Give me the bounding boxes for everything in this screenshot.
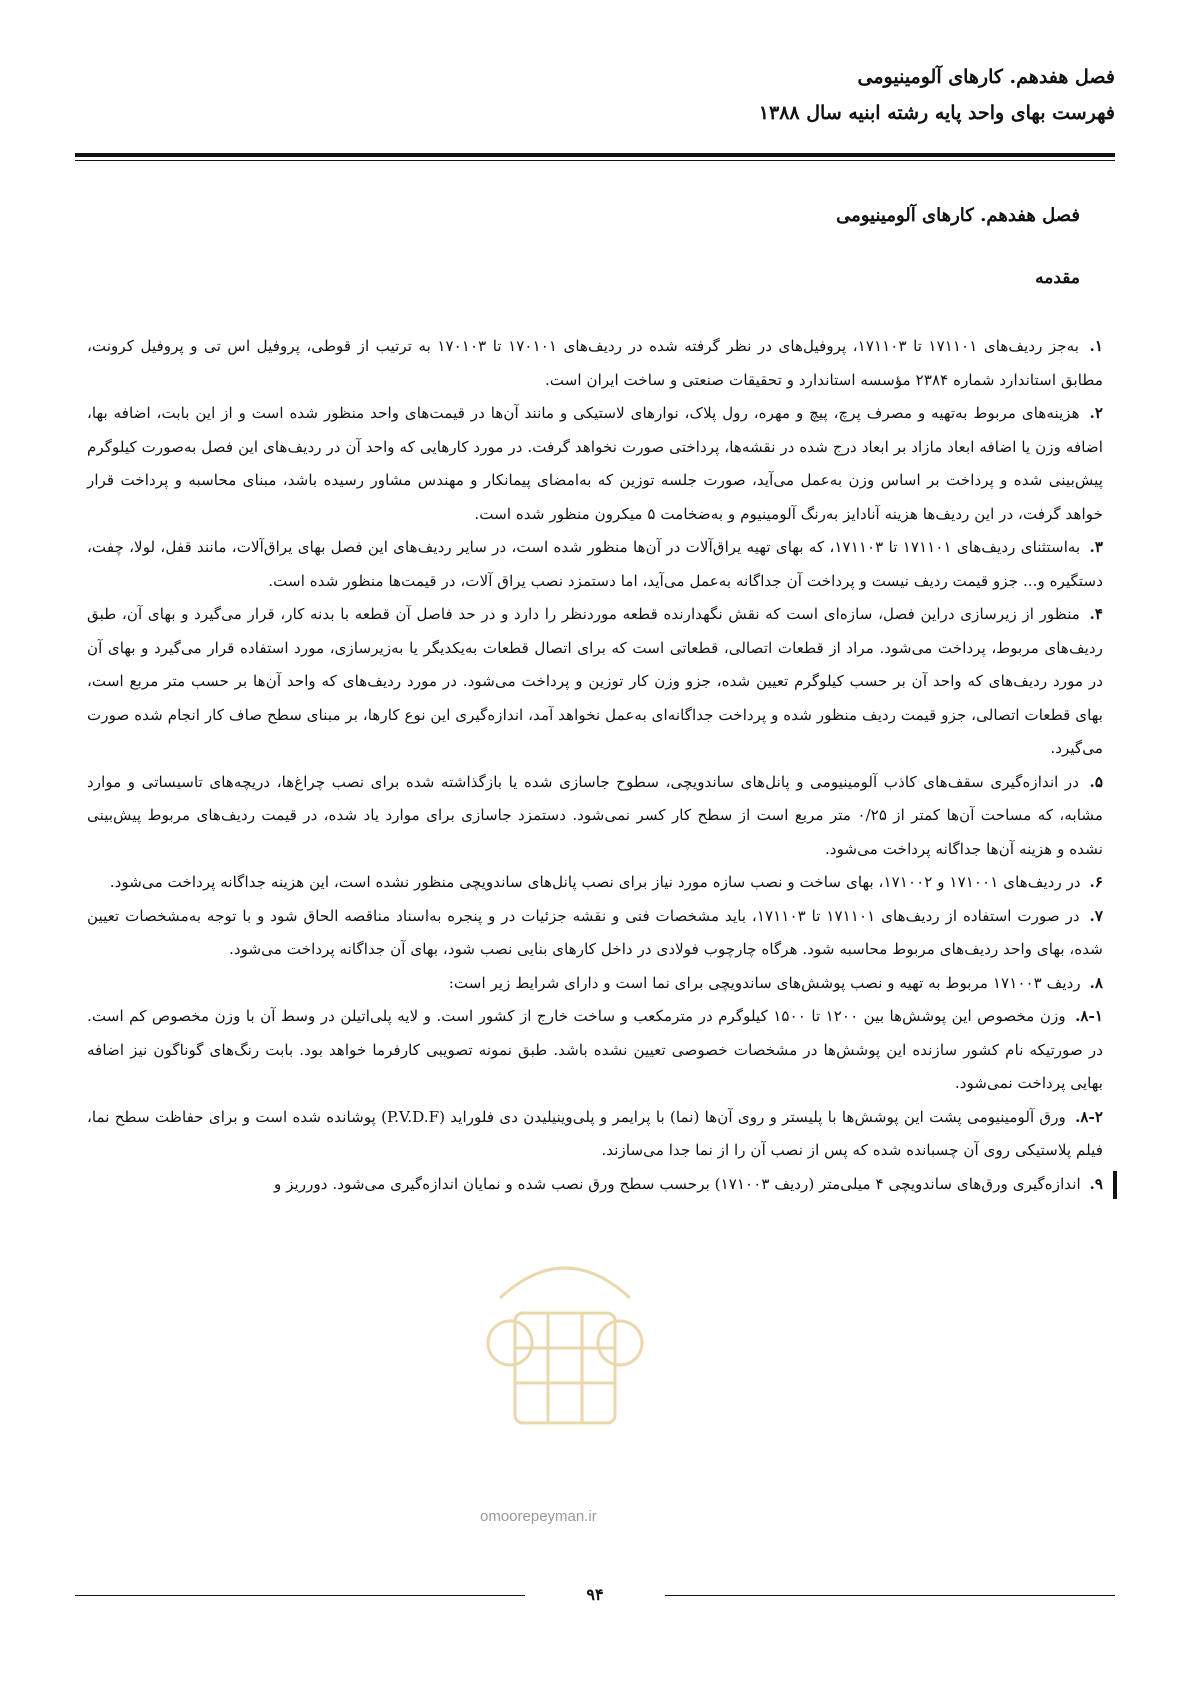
watermark-gear-right: [598, 1321, 642, 1365]
paragraph: [87, 1101, 1103, 1168]
section-title: مقدمه: [1035, 268, 1080, 288]
paragraph-number: ۱.: [1089, 337, 1103, 355]
paragraph-text: ورق آلومینیومی پشت این پوشش‌ها با پلیستر و روی آن‌ها (نما) با پرایمر و پلی‌وینیلیدن دی فلوراید (P.V.D.F) پوشانده شده است و برای حفاظت سطح نما، فیلم پلاستیکی روی آن چسبانده شده که پس از نصب آن را از نما جدا می‌سازند.: [87, 1107, 1103, 1159]
paragraph-number: ۷.: [1089, 906, 1104, 925]
paragraph-number: ۴.: [1089, 605, 1104, 623]
paragraph: [87, 866, 1103, 900]
header-divider-thin: [75, 160, 1115, 161]
paragraph: [87, 531, 1103, 598]
watermark-arc: [500, 1268, 630, 1298]
paragraph-text: در صورت استفاده از ردیف‌های ۱۷۱۱۰۱ تا ۱۷۱۱۰۳، باید مشخصات فنی و نقشه جزئیات در و پنجره به‌اسناد مناقصه الحاق شود و با توجه به‌مشخصات تعیین شده، بهای واحد ردیف‌های مربوط محاسبه شود. هرگاه چارچوب فولادی در داخل کارهای بنایی نصب شود، بهای آن جداگانه پرداخت می‌شود.: [87, 906, 1103, 958]
chapter-title: فصل هفدهم. کارهای آلومینیومی: [836, 205, 1080, 226]
paragraph-text: در اندازه‌گیری سقف‌های کاذب آلومینیومی و پانل‌های ساندویچی، سطوح جاسازی شده یا بازگذاشته شده برای نصب چراغ‌ها، دریچه‌های تاسیساتی و موارد مشابه، که مساحت آن‌ها کمتر از ۰/۲۵ متر مربع است از سطح کار کسر نمی‌شود. دستمزد جاسازی برای موارد یاد شده، در قیمت ردیف‌های مربوط پیش‌بینی نشده و هزینه آن‌ها جداگانه پرداخت می‌شود.: [87, 772, 1103, 858]
paragraph-text: به‌استثنای ردیف‌های ۱۷۱۱۰۱ تا ۱۷۱۱۰۳، که بهای تهیه یراق‌آلات در آن‌ها منظور شده است، در سایر ردیف‌های این فصل بهای یراق‌آلات، مانند قفل، لولا، چفت، دستگیره و... جزو قیمت ردیف نیست و پرداخت آن جداگانه به‌عمل می‌آید، اما دستمزد نصب یراق آلات، در قیمت‌ها منظور شده است.: [87, 538, 1103, 590]
paragraph-number: ۸.: [1089, 973, 1103, 992]
paragraph-number: ۲.: [1089, 404, 1104, 422]
paragraph: [87, 967, 1103, 1001]
paragraph: [87, 1168, 1103, 1202]
paragraph: [87, 900, 1103, 967]
watermark-gear-left: [488, 1321, 532, 1365]
paragraph-text: ردیف ۱۷۱۰۰۳ مربوط به تهیه و نصب پوشش‌های ساندویچی برای نما است و دارای شرایط زیر است:: [448, 973, 1081, 992]
paragraph-number: ۳.: [1089, 538, 1103, 556]
running-header: [75, 62, 1115, 134]
watermark-url: omoorepeyman.ir: [480, 1508, 597, 1525]
page-footer: [75, 1585, 1115, 1605]
paragraph-text: به‌جز ردیف‌های ۱۷۱۱۰۱ تا ۱۷۱۱۰۳، پروفیل‌های در نظر گرفته شده در ردیف‌های ۱۷۰۱۰۱ تا ۱۷۰۱۰۳ به ترتیب از قوطی، پروفیل اس تی و پروفیل کرونت، مطابق استاندارد شماره ۲۳۸۴ مؤسسه استاندارد و تحقیقات صنعتی و ساخت ایران است.: [87, 337, 1103, 389]
change-bar: [1113, 1171, 1117, 1199]
paragraph: [87, 330, 1103, 397]
paragraph-number: ۵.: [1089, 772, 1104, 791]
paragraph: [87, 1000, 1103, 1101]
paragraph-text: منظور از زیرسازی دراین فصل، سازه‌ای است که نقش نگهدارنده قطعه موردنظر را دارد و در حد فاصل آن قطعه با بدنه کار، قرار می‌گیرد و بهای آن، طبق ردیف‌های مربوط، پرداخت می‌شود. مراد از قطعات اتصالی، قطعاتی است که برای اتصال قطعات به‌یکدیگر یا به‌زیرسازی، مورد استفاده قرار می‌گیرد و بهای آن در مورد ردیف‌های که واحد آن بر حسب کیلوگرم تعیین شده، جزو وزن کار توزین و پرداخت می‌شود. در مورد ردیف‌های که واحد آن‌ها بر حسب متر مربع است، بهای قطعات اتصالی، جزو قیمت ردیف منظور شده و پرداخت جداگانه‌ای به‌عمل نخواهد آمد، اندازه‌گیری این نوع کارها، بر مبنای سطح صاف کار انجام شده صورت می‌گیرد.: [87, 605, 1103, 757]
header-divider-thick: [75, 153, 1115, 157]
paragraph-number: ۸-۲.: [1075, 1107, 1103, 1126]
paragraph-text: هزینه‌های مربوط به‌تهیه و مصرف پرچ، پیچ و مهره، رول پلاک، نوارهای لاستیکی و مانند آن‌ها در قیمت‌های واحد منظور شده است و از این بابت، اضافه بها، اضافه وزن یا اضافه ابعاد مازاد بر ابعاد درج شده در نقشه‌ها، پرداختی صورت نخواهد گرفت. در مورد کارهایی که واحد آن در ردیف‌های این فصل به‌صورت کیلوگرم پیش‌بینی شده و پرداخت بر اساس وزن به‌عمل می‌آید، صورت جلسه توزین که به‌امضای پیمانکار و مهندس مشاور رسیده باشد، مبنای محاسبه و پرداخت قرار خواهد گرفت، در این ردیف‌ها هزینه آنادایز به‌رنگ آلومینیوم و به‌ضخامت ۵ میکرون منظور شده است.: [87, 404, 1103, 523]
page-number: ۹۴: [586, 1585, 604, 1604]
paragraph: [87, 766, 1103, 867]
paragraph-number: ۶.: [1089, 873, 1103, 891]
footer-rule-right: [665, 1595, 1115, 1596]
header-chapter-title: فصل هفدهم. کارهای آلومینیومی: [857, 66, 1115, 88]
paragraph-text: در ردیف‌های ۱۷۱۰۰۱ و ۱۷۱۰۰۲، بهای ساخت و نصب سازه مورد نیاز برای نصب پانل‌های ساندویچی منظور نشده است، این هزینه جداگانه پرداخت می‌شود.: [109, 873, 1081, 891]
paragraph-text: وزن مخصوص این پوشش‌ها بین ۱۲۰۰ تا ۱۵۰۰ کیلوگرم در مترمکعب و ساخت خارج از کشور است. و لایه پلی‌اتیلن در وسط آن با وزن مخصوص کم است. در صورتیکه نام کشور سازنده این پوشش‌ها در مشخصات خصوصی تعیین نشده باشد. طبق نمونه تصویبی کارفرما خواهد بود. بابت رنگ‌های گوناگون نیز اضافه بهایی پرداخت نمی‌شود.: [87, 1007, 1103, 1092]
watermark-building: [515, 1313, 615, 1423]
paragraph: [87, 397, 1103, 531]
paragraph-number: ۸-۱.: [1075, 1007, 1104, 1025]
paragraph-text: اندازه‌گیری ورق‌های ساندویچی ۴ میلی‌متر (ردیف ۱۷۱۰۰۳) برحسب سطح ورق نصب شده و نمایان اندازه‌گیری می‌شود. دورریز و: [274, 1174, 1081, 1193]
paragraph-number: ۹.: [1089, 1174, 1103, 1193]
body-text: [87, 330, 1103, 1201]
watermark-logo: [470, 1228, 660, 1448]
header-catalog-title: فهرست بهای واحد پایه رشته ابنیه سال ۱۳۸۸: [758, 102, 1115, 124]
paragraph: [87, 598, 1103, 766]
